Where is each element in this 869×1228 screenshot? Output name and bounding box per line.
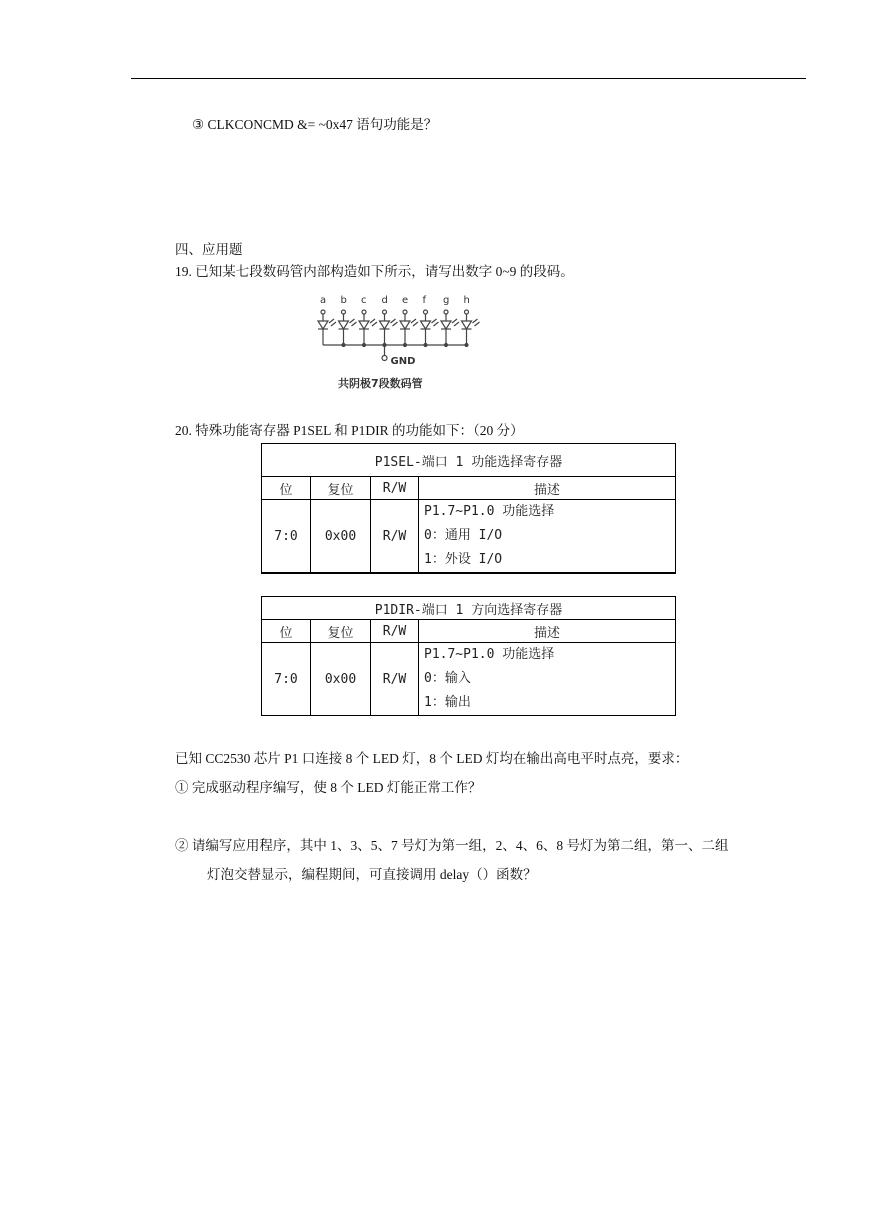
- header-bit: 位: [262, 620, 311, 643]
- segment-pin: [444, 310, 448, 314]
- desc-line: 0：通用 I/O: [424, 528, 503, 543]
- header-desc: 描述: [419, 477, 676, 500]
- header-rw: R/W: [371, 477, 419, 500]
- led-diode-icon: [421, 321, 431, 329]
- cell-bit: 7:0: [262, 500, 311, 574]
- gnd-label: GND: [390, 356, 416, 367]
- question-3-text: ③ CLKCONCMD &= ~0x47 语句功能是？: [192, 117, 438, 132]
- led-emission-icon: [329, 319, 336, 326]
- cell-bit: 7:0: [262, 643, 311, 716]
- p1dir-register-table: [261, 596, 676, 716]
- led-diode-icon: [462, 321, 472, 329]
- led-emission-icon: [473, 319, 480, 326]
- segment-pin: [403, 310, 407, 314]
- led-diode-icon: [318, 321, 328, 329]
- segment-label-c: c: [361, 295, 367, 306]
- requirement-2-line-1: ② 请编写应用程序，其中 1、3、5、7 号灯为第一组，2、4、6、8 号灯为第二组，第一、二组: [175, 838, 729, 853]
- segment-pin: [465, 310, 469, 314]
- section-title: 四、应用题: [175, 242, 243, 257]
- header-reset: 复位: [311, 477, 371, 500]
- segment-label-g: g: [443, 295, 450, 306]
- desc-line: 0：输入: [424, 671, 471, 686]
- segment-label-d: d: [381, 295, 388, 306]
- header-bit: 位: [262, 477, 311, 500]
- led-diode-icon: [380, 321, 390, 329]
- desc-line: 1：输出: [424, 695, 471, 710]
- led-emission-icon: [370, 319, 377, 326]
- segment-label-h: h: [463, 295, 470, 306]
- segment-label-b: b: [340, 295, 347, 306]
- diagram-caption: 共阴极7段数码管: [338, 377, 423, 390]
- requirement-1: ① 完成驱动程序编写，使 8 个 LED 灯能正常工作？: [175, 780, 482, 795]
- application-intro: 已知 CC2530 芯片 P1 口连接 8 个 LED 灯，8 个 LED 灯均在输出高电平时点亮，要求：: [175, 751, 689, 766]
- cell-reset: 0x00: [311, 643, 371, 716]
- desc-line: P1.7~P1.0 功能选择: [424, 504, 555, 519]
- question-20-text: 20. 特殊功能寄存器 P1SEL 和 P1DIR 的功能如下：（20 分）: [175, 423, 524, 438]
- segment-pin: [383, 310, 387, 314]
- seven-segment-diagram: [313, 293, 483, 393]
- segment-pin: [342, 310, 346, 314]
- segment-label-a: a: [320, 295, 327, 306]
- led-emission-icon: [391, 319, 398, 326]
- table-title: P1SEL-端口 1 功能选择寄存器: [262, 444, 676, 477]
- segment-pin: [424, 310, 428, 314]
- header-reset: 复位: [311, 620, 371, 643]
- led-diode-icon: [441, 321, 451, 329]
- requirement-2-line-2: 灯泡交替显示，编程期间，可直接调用 delay（）函数？: [207, 867, 537, 882]
- led-emission-icon: [452, 319, 459, 326]
- p1sel-register-table: [261, 443, 676, 574]
- led-emission-icon: [350, 319, 357, 326]
- cell-desc: [419, 643, 676, 716]
- led-emission-icon: [411, 319, 418, 326]
- cell-rw: R/W: [371, 643, 419, 716]
- desc-line: 1：外设 I/O: [424, 552, 503, 567]
- led-diode-icon: [339, 321, 349, 329]
- table-title: P1DIR-端口 1 方向选择寄存器: [262, 597, 676, 620]
- cell-reset: 0x00: [311, 500, 371, 574]
- header-desc: 描述: [419, 620, 676, 643]
- led-diode-icon: [359, 321, 369, 329]
- segment-pin: [321, 310, 325, 314]
- segment-pin: [362, 310, 366, 314]
- cell-rw: R/W: [371, 500, 419, 574]
- segment-label-f: f: [422, 295, 427, 306]
- gnd-terminal: [382, 356, 387, 361]
- header-rw: R/W: [371, 620, 419, 643]
- led-diode-icon: [400, 321, 410, 329]
- header-rule: [131, 78, 806, 79]
- cell-desc: [419, 500, 676, 574]
- segment-label-e: e: [402, 295, 409, 306]
- question-19-text: 19. 已知某七段数码管内部构造如下所示，请写出数字 0~9 的段码。: [175, 264, 574, 279]
- desc-line: P1.7~P1.0 功能选择: [424, 647, 555, 662]
- led-emission-icon: [432, 319, 439, 326]
